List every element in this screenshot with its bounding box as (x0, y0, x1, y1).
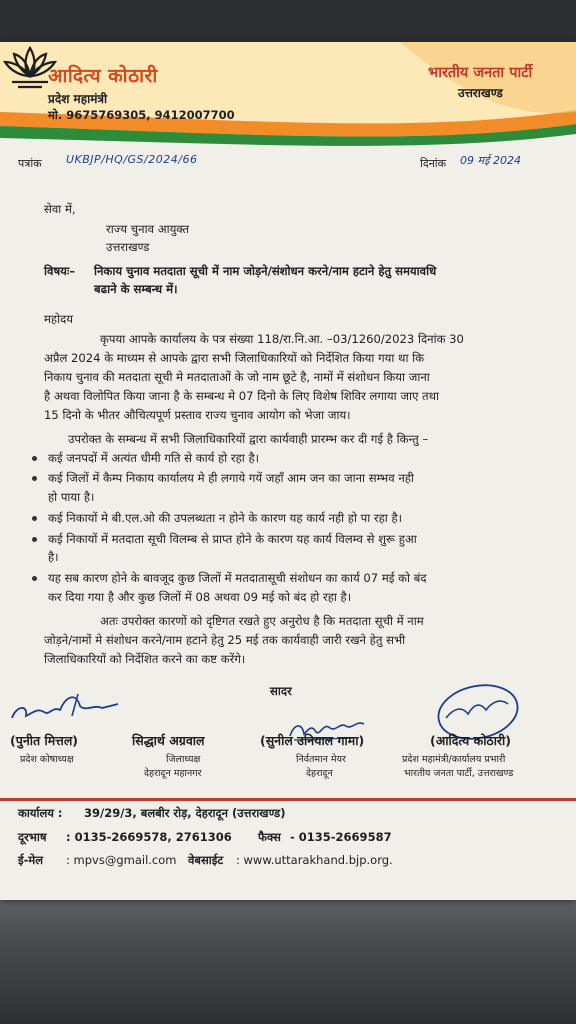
bullet-dot (32, 537, 37, 542)
bullet-item: कई निकायों मे बी.एल.ओ की उपलब्धता न होने के कारण यह कार्य नही हो पा रहा है। (48, 511, 403, 525)
bullet-item: कई जनपदों में अत्यंत धीमी गति से कार्य हो रहा है। (48, 451, 260, 465)
signatory-name: (सुनील उनियाल गामा) (260, 733, 365, 748)
office-address: 39/29/3, बलबीर रोड़, देहरादून (उत्तराखण्ड) (84, 806, 286, 820)
fax-value: - 0135-2669587 (290, 830, 392, 844)
bullet-dot (32, 516, 37, 521)
lotus-icon (0, 42, 60, 92)
bullet-item: कई जिलों में कैम्प निकाय कार्यालय मे ही लगाये गयें जहाँ आम जन का जाना सम्भव नही (48, 471, 414, 485)
signatory-name: (पुनीत मित्तल) (10, 733, 79, 748)
signatory-role: देहरादून महानगर (144, 768, 202, 779)
subject-line1: निकाय चुनाव मतदाता सूची में नाम जोड़ने/संशोधन करने/नाम हटाने हेतु समयावधि (94, 264, 437, 278)
bullet-item: यह सब कारण होने के बावजूद कुछ जिलों में मतदातासूची संशोधन का कार्य 07 मई को बंद (48, 571, 427, 585)
para3-line: जिलाधिकारियों को निर्देशित करने का कष्ट करेंगे। (44, 652, 246, 666)
para1-line: कृपया आपके कार्यालय के पत्र संख्या 118/रा.नि.आ. –03/1260/2023 दिनांक 30 (100, 332, 464, 346)
office-label: कार्यालय : (18, 806, 63, 820)
bullet-dot (32, 476, 37, 481)
signatory-role: जिलाध्यक्ष (166, 754, 201, 765)
signatory-role: भारतीय जनता पार्टी, उत्तराखण्ड (404, 768, 514, 779)
letterhead-band (0, 42, 576, 152)
website-label: वेबसाईट (188, 853, 224, 867)
signature-1 (6, 682, 126, 732)
date-label: दिनांक (420, 157, 447, 170)
bullet-dot (32, 456, 37, 461)
subject-line2: बढाने के सम्बन्ध में। (94, 282, 178, 296)
letter-page (0, 42, 576, 900)
party-state: उत्तराखण्ड (458, 86, 503, 100)
signatory-role: देहरादून (306, 768, 333, 779)
bullet-item-cont: है। (48, 550, 59, 564)
signatory-role: निर्वतमान मेयर (296, 754, 346, 765)
signatory-role: प्रदेश महामंत्री/कार्यालय प्रभारी (402, 754, 506, 765)
email-label: ई-मेल (18, 853, 44, 867)
phone-value: : 0135-2669578, 2761306 (66, 830, 232, 844)
sender-name: आदित्य कोठारी (48, 65, 158, 87)
background-bottom (0, 880, 576, 1024)
recipient-line2: उत्तराखण्ड (106, 240, 150, 254)
sender-phone: मो. 9675769305, 9412007700 (48, 108, 235, 122)
signatory-name: (आदित्य कोठारी) (430, 733, 511, 748)
subject-label: विषयः– (44, 264, 76, 278)
date-value: 09 मई 2024 (460, 154, 521, 167)
ref-label: पत्रांक (18, 157, 42, 170)
para2: उपरोक्त के सम्बन्ध में सभी जिलाधिकारियों द्वारा कार्यवाही प्रारम्भ कर दी गई है किन्तु – (68, 432, 429, 446)
bullet-dot (32, 576, 37, 581)
signatory-role: प्रदेश कोषाध्यक्ष (20, 754, 74, 765)
footer-divider (0, 798, 576, 801)
signatory-name: सिद्धार्थ अग्रवाल (132, 733, 205, 748)
bullet-item: कई निकायों में मतदाता सूची विलम्ब से प्राप्त होने के कारण यह कार्य विलम्व से शुरू हुआ (48, 532, 417, 546)
bullet-item-cont: हो पाया है। (48, 490, 95, 504)
phone-label: दूरभाष (18, 830, 47, 844)
bullet-item-cont: कर दिया गया है और कुछ जिलों में 08 अथवा 09 मई को बंद हो रहा है। (48, 590, 352, 604)
para1-line: है अथवा विलोपित किया जाना है के सम्बन्ध मे 07 दिनो के लिए विशेष शिविर लगाया जाए तथा (44, 389, 440, 403)
para1-line: अप्रैल 2024 के माध्यम से आपके द्वारा सभी जिलाधिकारियों को निर्देशित किया गया था कि (44, 351, 425, 365)
background-top (0, 0, 576, 45)
para1-line: 15 दिनो के भीतर औचित्यपूर्ण प्रस्ताव राज्य चुनाव आयोग को भेजा जाय। (44, 408, 351, 422)
ref-number: UKBJP/HQ/GS/2024/66 (66, 153, 198, 166)
sender-title: प्रदेश महामंत्री (48, 92, 108, 106)
email-value[interactable]: : mpvs@gmail.com (66, 853, 177, 867)
party-name: भारतीय जनता पार्टी (428, 65, 533, 81)
website-value[interactable]: : www.uttarakhand.bjp.org. (236, 853, 393, 867)
greeting: महोदय (44, 312, 73, 326)
fax-label: फैक्स (258, 830, 281, 844)
para3-line: जोड़ने/नामों मे संशोधन करने/नाम हटाने हेतु 25 मई तक कार्यवाही जारी रखने हेतु सभी (44, 633, 406, 647)
closing: सादर (270, 684, 292, 698)
para1-line: निकाय चुनाव की मतदाता सूची मे मतदाताओं के जो नाम छूटे है, नामों में संशोधन किया जाना (44, 370, 430, 384)
recipient-line1: राज्य चुनाव आयुक्त (106, 222, 190, 236)
para3-line: अतः उपरोक्त कारणों को दृष्टिगत रखते हुए अनुरोध है कि मतदाता सूची में नाम (100, 614, 424, 628)
salutation: सेवा में, (44, 202, 76, 216)
